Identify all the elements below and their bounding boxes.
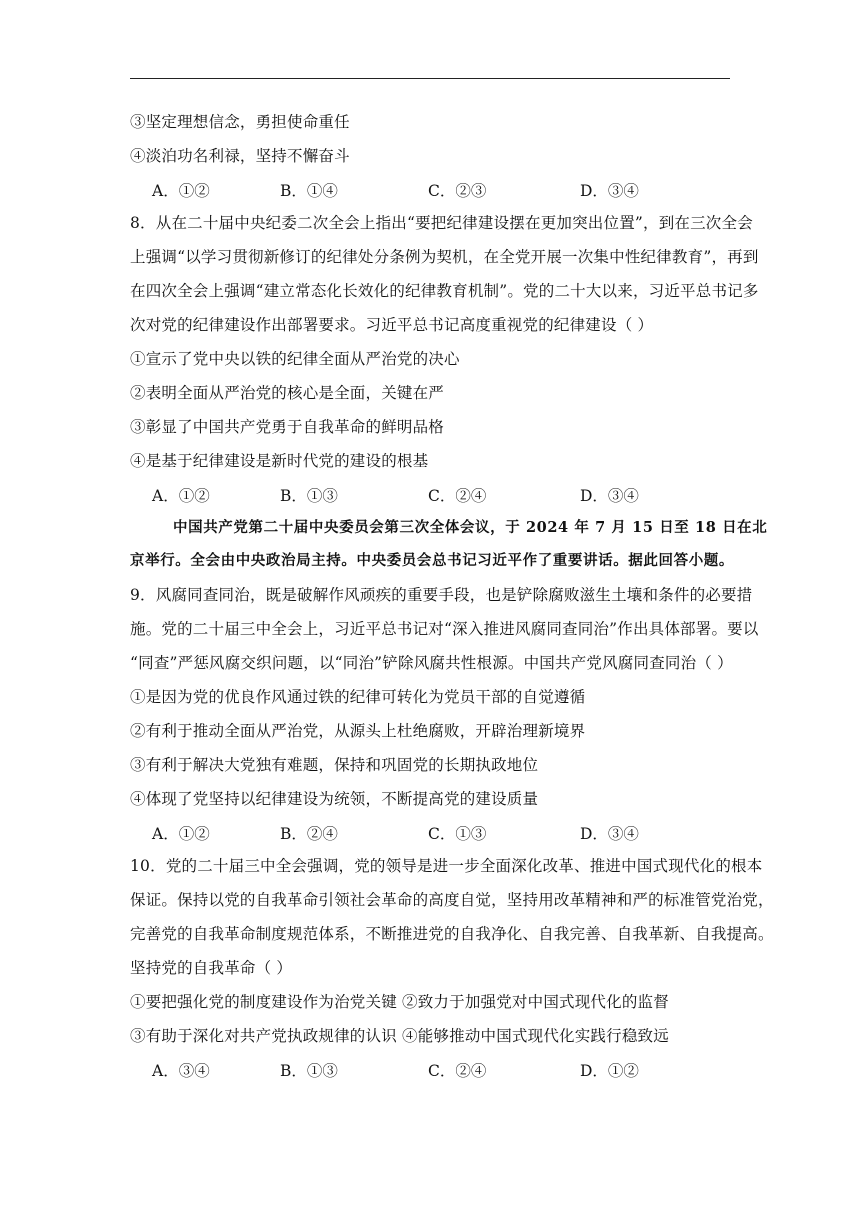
q9-item-4: ④体现了党坚持以纪律建设为统领，不断提高党的建设质量 xyxy=(130,790,539,808)
q10-option-b[interactable]: B．①③ xyxy=(280,1062,338,1080)
q9-option-d[interactable]: D．③④ xyxy=(580,825,639,843)
q10-option-c[interactable]: C．②④ xyxy=(428,1062,487,1080)
q10-options xyxy=(130,1059,730,1079)
q9-option-b[interactable]: B．②④ xyxy=(280,825,338,843)
q9-options xyxy=(130,822,730,842)
intro-line-1: 中国共产党第二十届中央委员会第三次全体会议，于 2024 年 7 月 15 日至 18 日在北 xyxy=(173,519,768,536)
q10-stem-line-2: 保证。保持以党的自我革命引领社会革命的高度自觉，坚持用改革精神和严的标准管党治党， xyxy=(130,891,774,909)
q8-stem-line-2: 上强调“以学习贯彻新修订的纪律处分条例为契机，在全党开展一次集中性纪律教育”，再到 xyxy=(130,248,759,266)
q8-stem-line-4: 次对党的纪律建设作出部署要求。习近平总书记高度重视党的纪律建设（ ） xyxy=(130,316,654,334)
q8-stem-line-1: 8．从在二十届中央纪委二次全会上指出“要把纪律建设摆在更加突出位置”，到在三次全会 xyxy=(130,214,753,232)
q9-item-3: ③有利于解决大党独有难题，保持和巩固党的长期执政地位 xyxy=(130,756,539,774)
q10-stem-line-1: 10．党的二十届三中全会强调，党的领导是进一步全面深化改革、推进中国式现代化的根本 xyxy=(130,857,763,875)
header-rule xyxy=(130,78,730,79)
q7-item-4: ④淡泊功名利禄，坚持不懈奋斗 xyxy=(130,147,350,165)
intro-line-2: 京举行。全会由中央政治局主持。中央委员会总书记习近平作了重要讲话。据此回答小题。 xyxy=(130,552,734,569)
q8-stem-line-3: 在四次全会上强调“建立常态化长效化的纪律教育机制”。党的二十大以来，习近平总书记多 xyxy=(130,282,759,300)
q7-item-3: ③坚定理想信念，勇担使命重任 xyxy=(130,113,350,131)
q8-item-2: ②表明全面从严治党的核心是全面，关键在严 xyxy=(130,384,445,402)
q7-option-d[interactable]: D．③④ xyxy=(580,182,639,200)
q9-item-1: ①是因为党的优良作风通过铁的纪律可转化为党员干部的自觉遵循 xyxy=(130,688,586,706)
q8-item-3: ③彰显了中国共产党勇于自我革命的鲜明品格 xyxy=(130,418,445,436)
q8-item-1: ①宣示了党中央以铁的纪律全面从严治党的决心 xyxy=(130,350,460,368)
q8-option-d[interactable]: D．③④ xyxy=(580,487,639,505)
q9-option-c[interactable]: C．①③ xyxy=(428,825,487,843)
q8-option-a[interactable]: A．①② xyxy=(152,487,210,505)
q10-option-d[interactable]: D．①② xyxy=(580,1062,639,1080)
q7-options xyxy=(130,179,730,199)
q10-option-a[interactable]: A．③④ xyxy=(152,1062,210,1080)
q9-option-a[interactable]: A．①② xyxy=(152,825,210,843)
q7-option-a[interactable]: A．①② xyxy=(152,182,210,200)
q10-items-row-2: ③有助于深化对共产党执政规律的认识 ④能够推动中国式现代化实践行稳致远 xyxy=(130,1027,669,1045)
q7-option-b[interactable]: B．①④ xyxy=(280,182,338,200)
q9-stem-line-2: 施。党的二十届三中全会上，习近平总书记对“深入推进风腐同查同治”作出具体部署。要以 xyxy=(130,620,759,638)
q9-stem-line-1: 9．风腐同查同治，既是破解作风顽疾的重要手段，也是铲除腐败滋生土壤和条件的必要措 xyxy=(130,586,753,604)
q9-stem-line-3: “同查”严惩风腐交织问题，以“同治”铲除风腐共性根源。中国共产党风腐同查同治（ ） xyxy=(130,654,733,672)
q7-option-c[interactable]: C．②③ xyxy=(428,182,487,200)
q8-item-4: ④是基于纪律建设是新时代党的建设的根基 xyxy=(130,452,429,470)
q8-option-c[interactable]: C．②④ xyxy=(428,487,487,505)
q10-stem-line-3: 完善党的自我革命制度规范体系，不断推进党的自我净化、自我完善、自我革新、自我提高。 xyxy=(130,925,774,943)
q10-items-row-1: ①要把强化党的制度建设作为治党关键 ②致力于加强党对中国式现代化的监督 xyxy=(130,993,669,1011)
q9-item-2: ②有利于推动全面从严治党，从源头上杜绝腐败，开辟治理新境界 xyxy=(130,722,586,740)
q10-stem-line-4: 坚持党的自我革命（ ） xyxy=(130,959,293,977)
q8-options xyxy=(130,484,730,504)
q8-option-b[interactable]: B．①③ xyxy=(280,487,338,505)
